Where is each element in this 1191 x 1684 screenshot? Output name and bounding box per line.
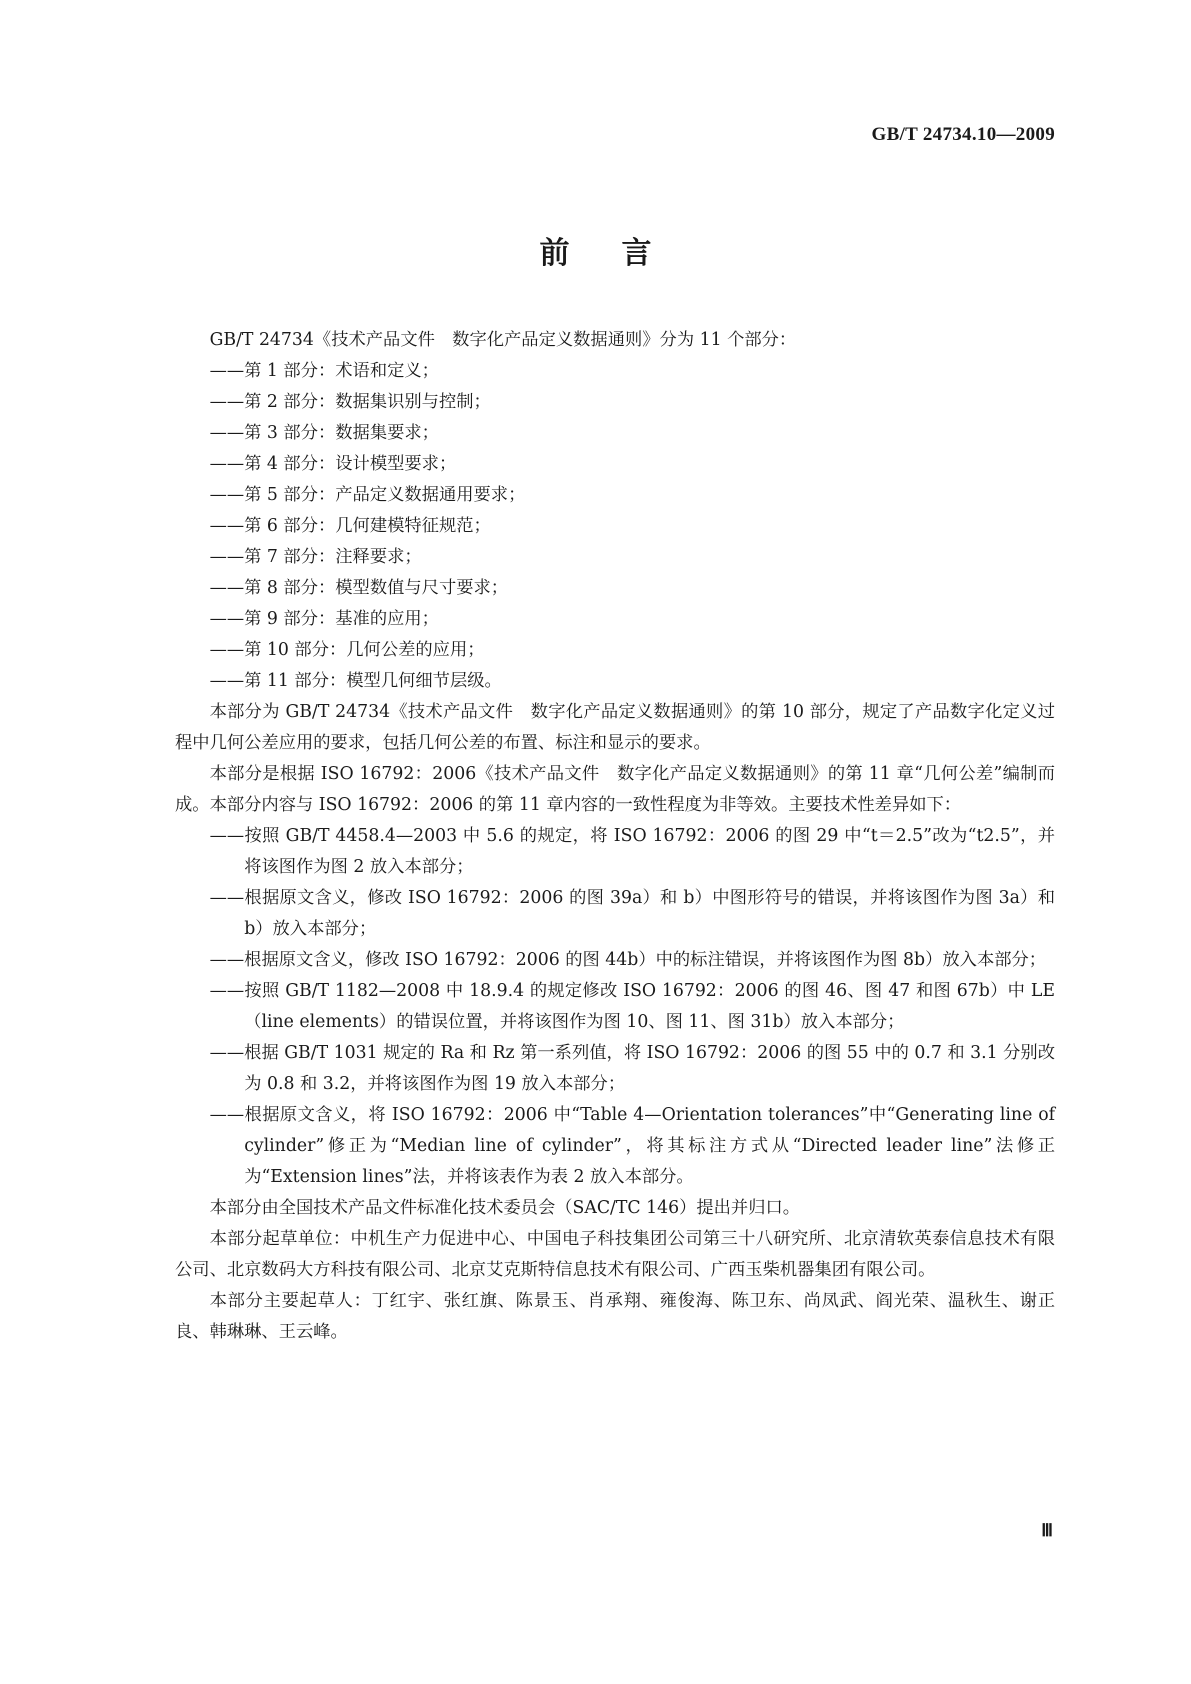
differences-list <box>175 821 1055 1193</box>
list-item: ——根据原文含义，修改 ISO 16792：2006 的图 44b）中的标注错误，并将该图作为图 8b）放入本部分； <box>209 950 1047 970</box>
list-item: ——第 2 部分：数据集识别与控制； <box>209 392 491 412</box>
drafters-paragraph: 本部分主要起草人：丁红宇、张红旗、陈景玉、肖承翔、雍俊海、陈卫东、尚凤武、阎光荣、温秋生、谢正良、韩琳琳、王云峰。 <box>175 1291 1055 1342</box>
list-item: ——第 3 部分：数据集要求； <box>209 423 439 443</box>
list-item: ——第 4 部分：设计模型要求； <box>209 454 457 474</box>
document-body <box>175 325 1055 1348</box>
list-item: ——按照 GB/T 4458.4—2003 中 5.6 的规定，将 ISO 16792：2006 的图 29 中“t＝2.5”改为“t2.5”，并将该图作为图 2 放入本部分； <box>209 826 1055 877</box>
list-item: ——第 6 部分：几何建模特征规范； <box>209 516 491 536</box>
page-number: Ⅲ <box>1041 1521 1053 1540</box>
intro-paragraph: GB/T 24734《技术产品文件 数字化产品定义数据通则》分为 11 个部分： <box>209 330 797 350</box>
list-item: ——按照 GB/T 1182—2008 中 18.9.4 的规定修改 ISO 16792：2006 的图 46、图 47 和图 67b）中 LE（line elements）的错误位置，并将该图作为图 10、图 11、图 31b）放入本部分； <box>209 981 1055 1032</box>
list-item: ——第 5 部分：产品定义数据通用要求； <box>209 485 526 505</box>
page-title: 前言 <box>539 236 704 271</box>
list-item: ——根据原文含义，修改 ISO 16792：2006 的图 39a）和 b）中图形符号的错误，并将该图作为图 3a）和 b）放入本部分； <box>209 888 1055 939</box>
drafting-units-paragraph: 本部分起草单位：中机生产力促进中心、中国电子科技集团公司第三十八研究所、北京清软英泰信息技术有限公司、北京数码大方科技有限公司、北京艾克斯特信息技术有限公司、广西玉柴机器集团有限公司。 <box>175 1229 1055 1280</box>
basis-paragraph: 本部分是根据 ISO 16792：2006《技术产品文件 数字化产品定义数据通则》的第 11 章“几何公差”编制而成。本部分内容与 ISO 16792：2006 的第 11 章内容的一致性程度为非等效。主要技术性差异如下： <box>175 764 1055 815</box>
list-item: ——根据原文含义，将 ISO 16792：2006 中“Table 4—Orientation tolerances”中“Generating line of cylinder”修正为“Median line of cylinder”，将其标注方式从“Directed leader line”法修正为“Extension lines”法，并将该表作为表 2 放入本部分。 <box>209 1105 1055 1187</box>
list-item: ——第 9 部分：基准的应用； <box>209 609 439 629</box>
list-item: ——第 8 部分：模型数值与尺寸要求； <box>209 578 509 598</box>
scope-paragraph: 本部分为 GB/T 24734《技术产品文件 数字化产品定义数据通则》的第 10 部分，规定了产品数字化定义过程中几何公差应用的要求，包括几何公差的布置、标注和显示的要求。 <box>175 702 1055 753</box>
standard-code: GB/T 24734.10—2009 <box>871 124 1055 145</box>
list-item: ——第 1 部分：术语和定义； <box>209 361 439 381</box>
list-item: ——根据 GB/T 1031 规定的 Ra 和 Rz 第一系列值，将 ISO 16792：2006 的图 55 中的 0.7 和 3.1 分别改为 0.8 和 3.2，并将该图作为图 19 放入本部分； <box>209 1043 1055 1094</box>
list-item: ——第 10 部分：几何公差的应用； <box>209 640 485 660</box>
list-item: ——第 11 部分：模型几何细节层级。 <box>209 671 502 691</box>
list-item: ——第 7 部分：注释要求； <box>209 547 422 567</box>
committee-paragraph: 本部分由全国技术产品文件标准化技术委员会（SAC/TC 146）提出并归口。 <box>209 1198 801 1218</box>
parts-list <box>175 356 1055 697</box>
